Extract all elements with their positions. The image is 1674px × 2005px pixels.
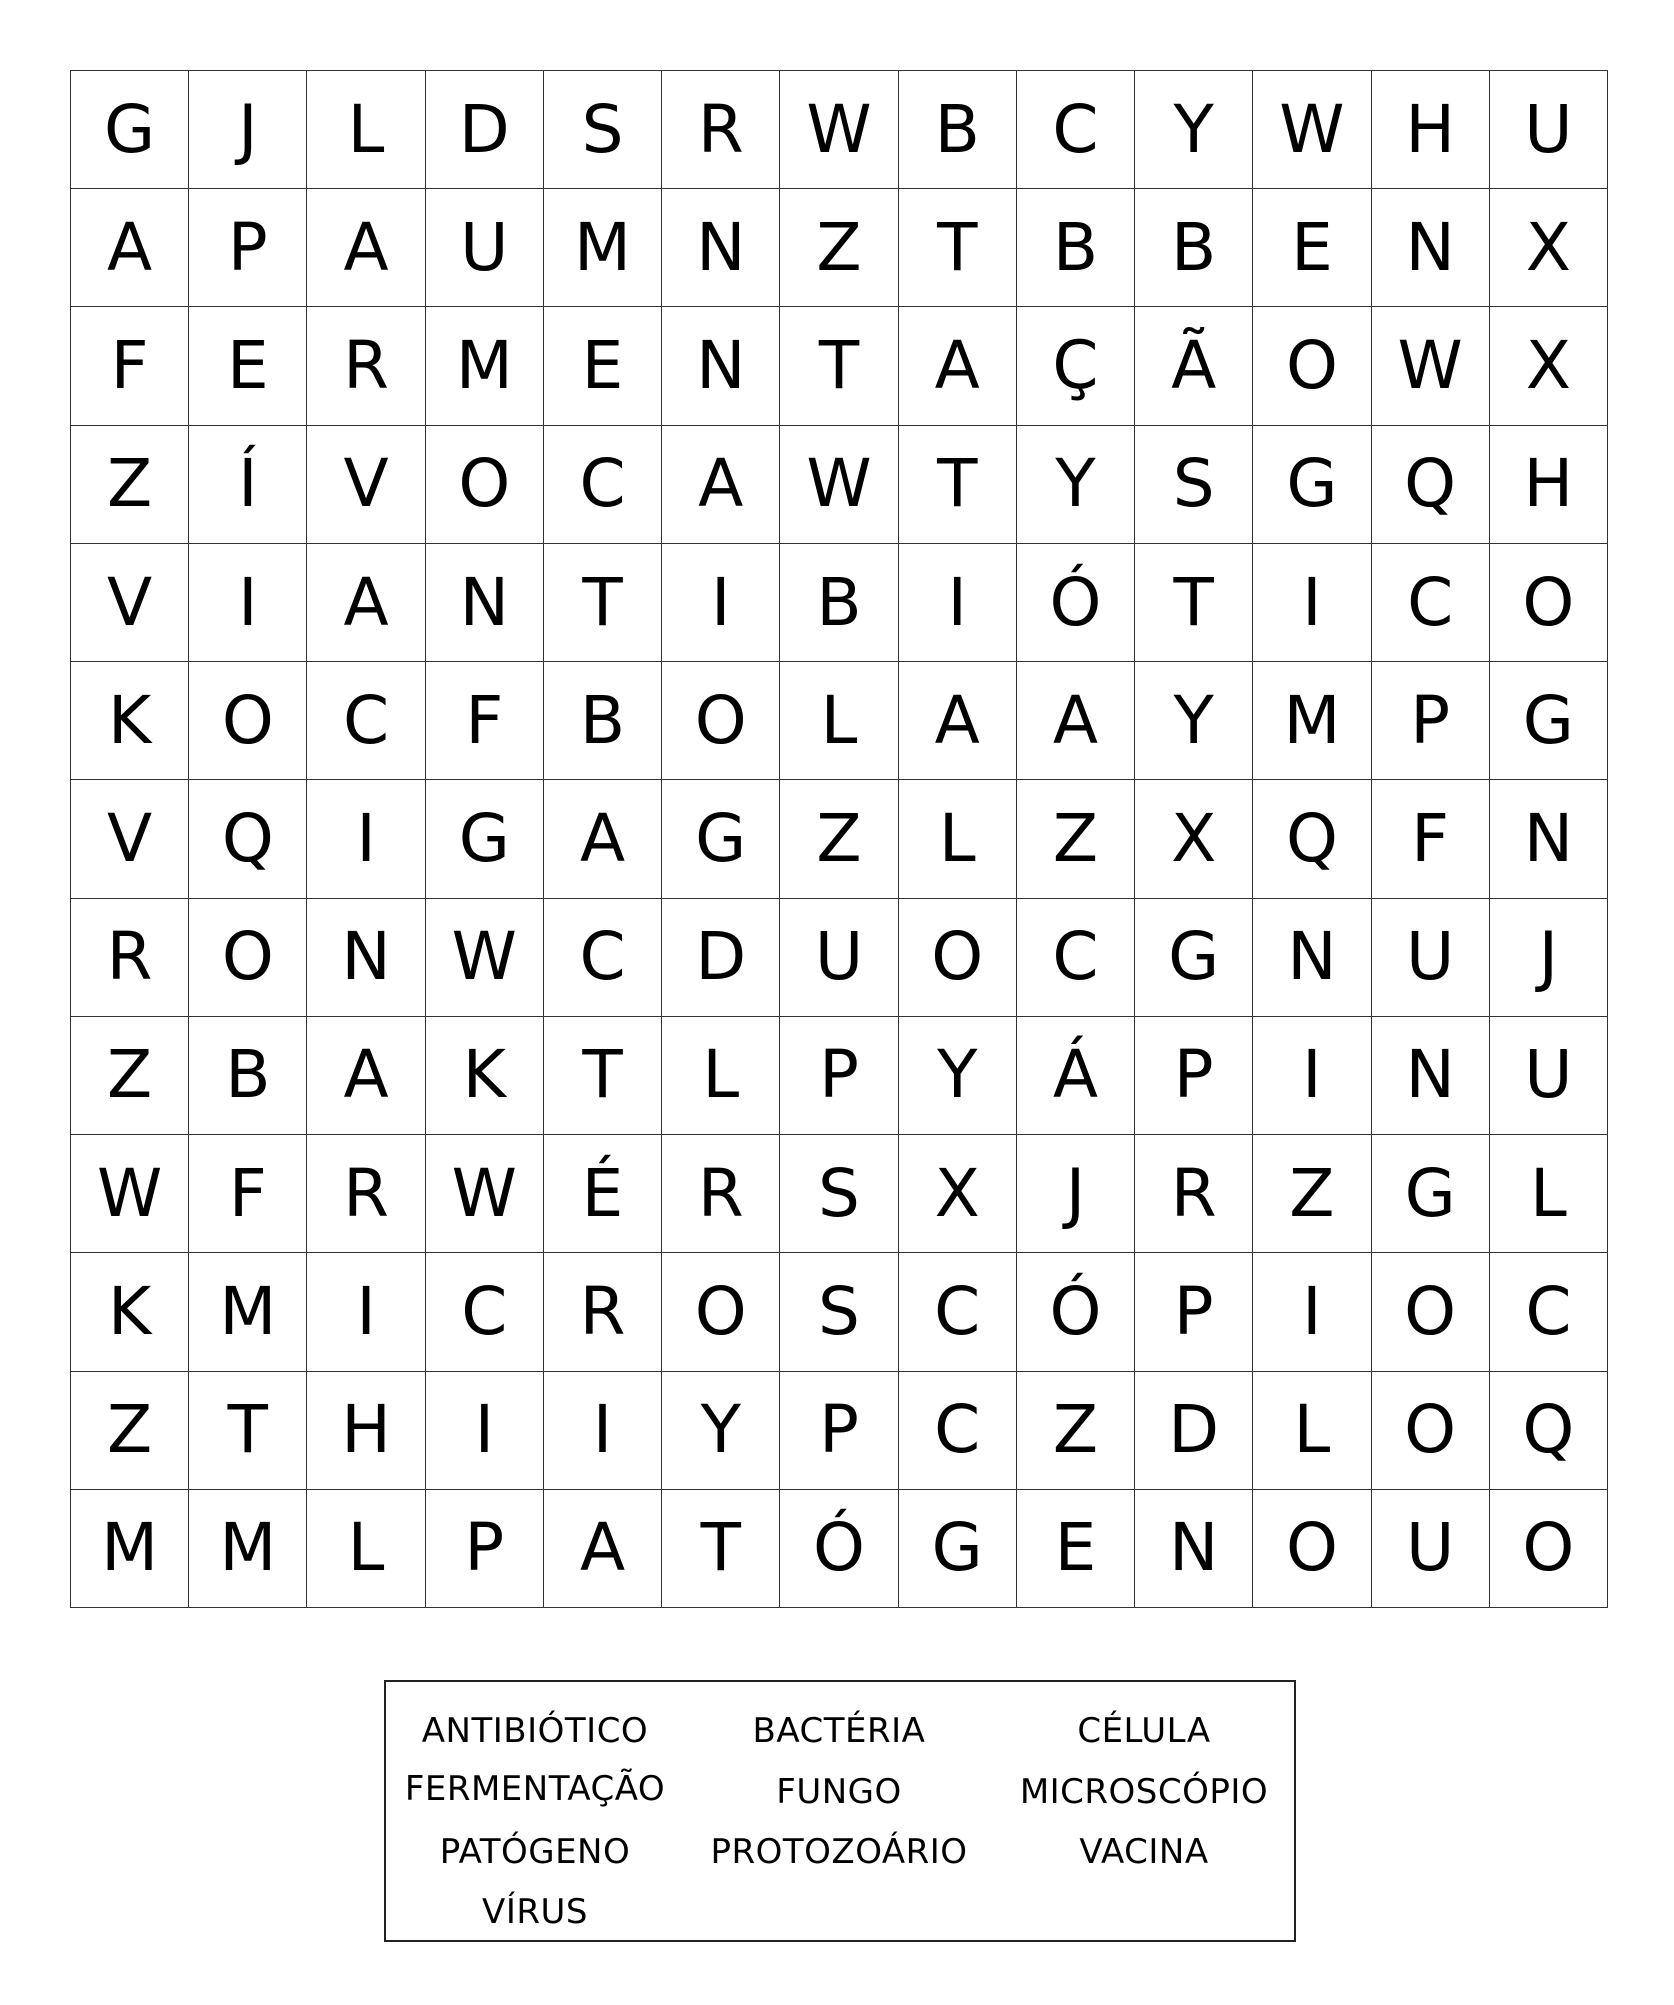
grid-cell: P (780, 1372, 898, 1490)
grid-cell: G (426, 780, 544, 898)
grid-cell: G (899, 1490, 1017, 1608)
grid-cell: B (780, 544, 898, 662)
grid-cell: C (1372, 544, 1490, 662)
grid-cell: N (307, 899, 425, 1017)
grid-cell: I (1253, 544, 1371, 662)
grid-cell: P (780, 1017, 898, 1135)
grid-cell: L (1490, 1135, 1608, 1253)
grid-cell: O (1490, 544, 1608, 662)
grid-cell: H (1372, 71, 1490, 189)
grid-cell: H (307, 1372, 425, 1490)
grid-cell: Ó (780, 1490, 898, 1608)
grid-cell: K (71, 1253, 189, 1371)
grid-cell: Ç (1017, 307, 1135, 425)
grid-cell: B (899, 71, 1017, 189)
grid-cell: G (1372, 1135, 1490, 1253)
grid-cell: A (307, 544, 425, 662)
grid-cell: X (1135, 780, 1253, 898)
grid-cell: Y (1135, 662, 1253, 780)
grid-cell: P (1135, 1253, 1253, 1371)
grid-cell: L (1253, 1372, 1371, 1490)
grid-cell: G (1253, 426, 1371, 544)
grid-cell: P (189, 189, 307, 307)
grid-cell: X (1490, 189, 1608, 307)
grid-cell: W (780, 426, 898, 544)
word-fermentacao: FERMENTAÇÃO (404, 1769, 666, 1809)
grid-cell: T (662, 1490, 780, 1608)
grid-cell: Q (189, 780, 307, 898)
grid-cell: I (307, 1253, 425, 1371)
grid-cell: E (1017, 1490, 1135, 1608)
grid-cell: T (899, 189, 1017, 307)
grid-cell: Ó (1017, 544, 1135, 662)
grid-cell: N (1372, 189, 1490, 307)
grid-cell: Z (71, 1372, 189, 1490)
grid-cell: D (426, 71, 544, 189)
grid-cell: C (544, 899, 662, 1017)
grid-cell: S (1135, 426, 1253, 544)
grid-cell: W (426, 1135, 544, 1253)
grid-cell: L (307, 71, 425, 189)
grid-cell: D (1135, 1372, 1253, 1490)
word-microscopio: MICROSCÓPIO (1019, 1772, 1269, 1812)
grid-cell: O (662, 1253, 780, 1371)
grid-cell: W (1253, 71, 1371, 189)
grid-cell: R (662, 71, 780, 189)
grid-cell: K (71, 662, 189, 780)
grid-cell: N (662, 189, 780, 307)
grid-cell: G (1490, 662, 1608, 780)
grid-cell: Q (1253, 780, 1371, 898)
grid-cell: R (71, 899, 189, 1017)
grid-cell: M (189, 1490, 307, 1608)
grid-cell: A (544, 780, 662, 898)
grid-cell: J (1017, 1135, 1135, 1253)
grid-cell: C (1017, 899, 1135, 1017)
grid-cell: U (426, 189, 544, 307)
grid-cell: Ó (1017, 1253, 1135, 1371)
word-bacteria: BACTÉRIA (752, 1711, 926, 1751)
grid-cell: O (1253, 1490, 1371, 1608)
grid-cell: J (1490, 899, 1608, 1017)
grid-cell: R (307, 1135, 425, 1253)
grid-cell: L (780, 662, 898, 780)
grid-cell: A (1017, 662, 1135, 780)
grid-cell: A (307, 1017, 425, 1135)
grid-cell: M (544, 189, 662, 307)
grid-cell: O (1372, 1253, 1490, 1371)
grid-cell: Z (71, 426, 189, 544)
grid-cell: Z (780, 189, 898, 307)
grid-cell: T (1135, 544, 1253, 662)
grid-cell: T (544, 544, 662, 662)
grid-cell: E (544, 307, 662, 425)
grid-cell: M (189, 1253, 307, 1371)
grid-cell: Í (189, 426, 307, 544)
grid-cell: L (662, 1017, 780, 1135)
grid-cell: P (1135, 1017, 1253, 1135)
grid-cell: I (544, 1372, 662, 1490)
grid-cell: O (1490, 1490, 1608, 1608)
grid-cell: A (662, 426, 780, 544)
grid-cell: W (426, 899, 544, 1017)
grid-cell: Q (1372, 426, 1490, 544)
grid-cell: C (544, 426, 662, 544)
grid-cell: V (307, 426, 425, 544)
grid-cell: G (71, 71, 189, 189)
grid-cell: G (662, 780, 780, 898)
grid-cell: T (899, 426, 1017, 544)
grid-cell: D (662, 899, 780, 1017)
word-search-grid (70, 70, 1608, 1608)
grid-cell: W (780, 71, 898, 189)
grid-cell: N (1372, 1017, 1490, 1135)
grid-cell: W (1372, 307, 1490, 425)
grid-cell: N (1135, 1490, 1253, 1608)
grid-cell: P (1372, 662, 1490, 780)
grid-cell: N (1490, 780, 1608, 898)
grid-cell: P (426, 1490, 544, 1608)
grid-cell: O (662, 662, 780, 780)
grid-cell: B (1017, 189, 1135, 307)
grid-cell: C (307, 662, 425, 780)
grid-cell: M (71, 1490, 189, 1608)
grid-cell: Z (1017, 1372, 1135, 1490)
word-antibiotico: ANTIBIÓTICO (421, 1711, 649, 1751)
grid-cell: Z (1017, 780, 1135, 898)
grid-cell: X (899, 1135, 1017, 1253)
grid-cell: C (426, 1253, 544, 1371)
grid-cell: I (662, 544, 780, 662)
grid-cell: C (899, 1372, 1017, 1490)
grid-cell: N (1253, 899, 1371, 1017)
grid-cell: Y (1017, 426, 1135, 544)
word-protozoario: PROTOZOÁRIO (710, 1832, 968, 1872)
grid-cell: T (544, 1017, 662, 1135)
grid-cell: F (71, 307, 189, 425)
grid-cell: C (899, 1253, 1017, 1371)
grid-cell: V (71, 780, 189, 898)
grid-cell: I (899, 544, 1017, 662)
grid-cell: J (189, 71, 307, 189)
grid-cell: E (189, 307, 307, 425)
grid-cell: Ã (1135, 307, 1253, 425)
grid-cell: U (780, 899, 898, 1017)
grid-cell: W (71, 1135, 189, 1253)
word-virus: VÍRUS (482, 1892, 588, 1932)
grid-cell: M (1253, 662, 1371, 780)
grid-cell: R (662, 1135, 780, 1253)
grid-cell: O (426, 426, 544, 544)
grid-cell: A (71, 189, 189, 307)
grid-cell: T (189, 1372, 307, 1490)
grid-cell: F (426, 662, 544, 780)
grid-cell: B (544, 662, 662, 780)
grid-cell: G (1135, 899, 1253, 1017)
word-list-box (384, 1680, 1296, 1942)
grid-cell: U (1490, 71, 1608, 189)
grid-cell: A (544, 1490, 662, 1608)
grid-cell: O (189, 899, 307, 1017)
grid-cell: Y (662, 1372, 780, 1490)
grid-cell: X (1490, 307, 1608, 425)
grid-cell: A (899, 307, 1017, 425)
grid-cell: O (899, 899, 1017, 1017)
grid-cell: M (426, 307, 544, 425)
grid-cell: Z (780, 780, 898, 898)
grid-cell: O (1372, 1372, 1490, 1490)
grid-cell: S (780, 1135, 898, 1253)
grid-cell: T (780, 307, 898, 425)
grid-cell: A (307, 189, 425, 307)
grid-cell: A (899, 662, 1017, 780)
grid-cell: U (1372, 1490, 1490, 1608)
grid-cell: R (307, 307, 425, 425)
grid-cell: N (662, 307, 780, 425)
grid-cell: O (1253, 307, 1371, 425)
grid-cell: S (544, 71, 662, 189)
grid-cell: U (1372, 899, 1490, 1017)
grid-cell: B (189, 1017, 307, 1135)
word-patogeno: PATÓGENO (439, 1832, 631, 1872)
word-celula: CÉLULA (1077, 1711, 1211, 1751)
grid-cell: B (1135, 189, 1253, 307)
grid-cell: L (899, 780, 1017, 898)
grid-cell: R (1135, 1135, 1253, 1253)
grid-cell: Z (1253, 1135, 1371, 1253)
grid-cell: K (426, 1017, 544, 1135)
grid-cell: I (1253, 1017, 1371, 1135)
word-vacina: VACINA (1079, 1832, 1209, 1872)
grid-cell: I (426, 1372, 544, 1490)
grid-cell: R (544, 1253, 662, 1371)
grid-cell: S (780, 1253, 898, 1371)
grid-cell: V (71, 544, 189, 662)
grid-cell: L (307, 1490, 425, 1608)
word-fungo: FUNGO (776, 1772, 902, 1812)
grid-cell: Á (1017, 1017, 1135, 1135)
grid-cell: C (1017, 71, 1135, 189)
grid-cell: F (1372, 780, 1490, 898)
grid-cell: I (1253, 1253, 1371, 1371)
grid-cell: N (426, 544, 544, 662)
grid-cell: F (189, 1135, 307, 1253)
grid-cell: É (544, 1135, 662, 1253)
grid-cell: U (1490, 1017, 1608, 1135)
grid-cell: Y (1135, 71, 1253, 189)
grid-cell: Y (899, 1017, 1017, 1135)
grid-cell: H (1490, 426, 1608, 544)
grid-cell: O (189, 662, 307, 780)
grid-cell: E (1253, 189, 1371, 307)
grid-cell: C (1490, 1253, 1608, 1371)
grid-cell: Q (1490, 1372, 1608, 1490)
grid-cell: I (189, 544, 307, 662)
grid-cell: I (307, 780, 425, 898)
grid-cell: Z (71, 1017, 189, 1135)
